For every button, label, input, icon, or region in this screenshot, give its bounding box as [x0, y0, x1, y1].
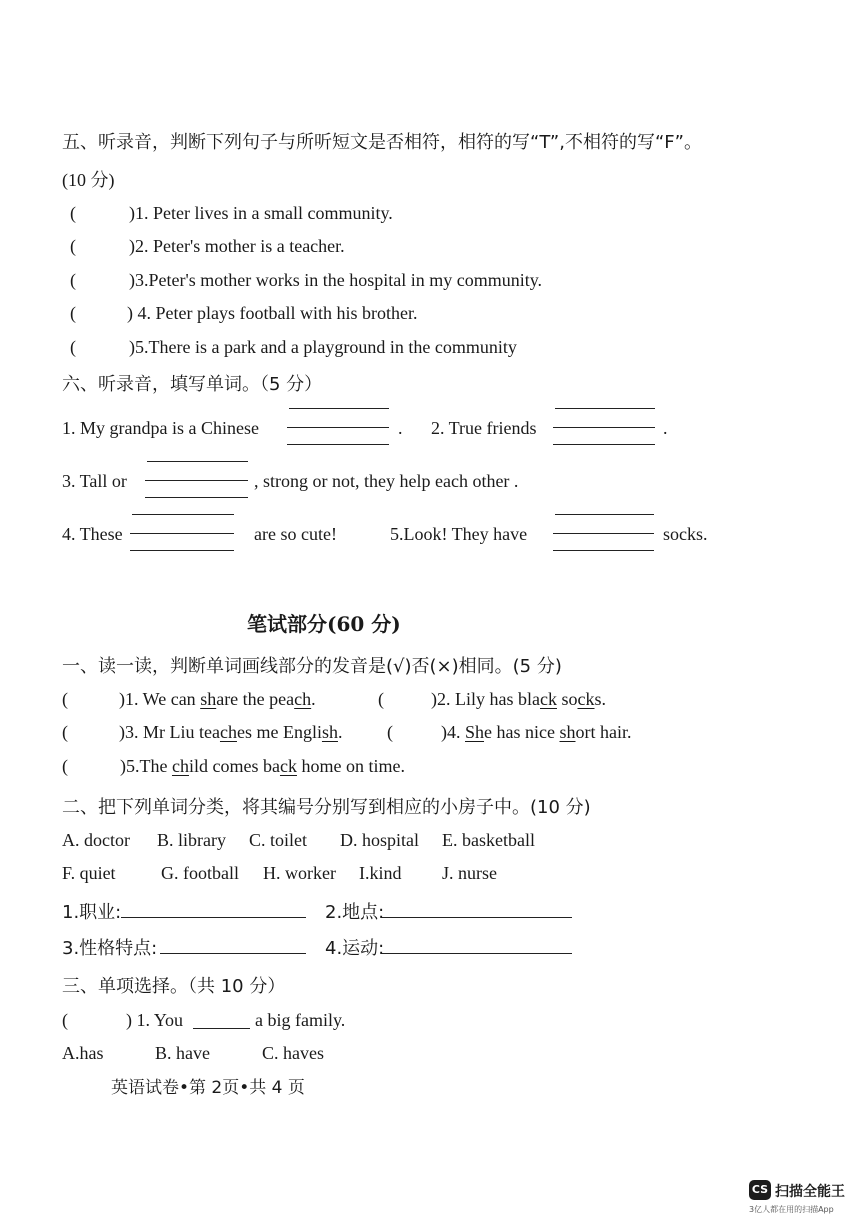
p1-q1-pre: )1. We can [119, 689, 201, 709]
p1-q2-text [431, 689, 606, 710]
p1-q2-post: s. [594, 689, 607, 709]
p1-q1-paren[interactable]: ( [62, 689, 68, 709]
s6-q5-start: 5.Look! They have [390, 524, 528, 544]
p1-q3-post: . [337, 722, 343, 742]
part3-heading: 三、单项选择。（共 10 分） [62, 976, 286, 997]
category-occupation-label: 1.职业: [62, 902, 122, 923]
p1-q4-underline-1: Sh [465, 722, 485, 742]
p3-q1-option-a: A.has [62, 1043, 104, 1063]
category-personality-label: 3.性格特点: [62, 938, 158, 959]
s6-q3-line-mid[interactable] [145, 480, 248, 481]
p3-q1-post: a big family. [255, 1010, 346, 1030]
s5-item3-text: )3.Peter's mother works in the hospital in my community. [129, 270, 543, 290]
watermark-app-name: 扫描全能王 [775, 1184, 845, 1200]
p3-q1-pre: ) 1. You [126, 1010, 184, 1030]
p1-q3-paren[interactable]: ( [62, 722, 68, 742]
p1-q4-underline-2: sh [559, 722, 576, 742]
p1-q1-mid: are the pea [216, 689, 295, 709]
section5-heading: 五、听录音，判断下列句子与所听短文是否相符，相符的写“T”,不相符的写“F”。 [62, 132, 702, 153]
p1-q5-post: home on time. [296, 756, 405, 776]
s6-q2-period: . [663, 418, 668, 438]
p1-q5-pre: )5.The [120, 756, 172, 776]
p1-q3-underline-2: sh [321, 722, 338, 742]
section6-heading: 六、听录音，填写单词。（5 分） [62, 374, 323, 395]
p3-q1-option-c: C. haves [262, 1043, 324, 1063]
category-place-answer-line[interactable] [382, 917, 572, 918]
s6-q5-end: socks. [663, 524, 708, 544]
s6-q5-line-mid[interactable] [553, 533, 654, 534]
s6-q3-line-top [147, 461, 248, 462]
word-h: H. worker [263, 863, 336, 883]
s5-item2-text: )2. Peter's mother is a teacher. [129, 236, 345, 256]
p1-q4-text [441, 722, 632, 743]
section5-score: (10 分) [62, 170, 115, 190]
s6-q3-line-bottom [145, 497, 248, 498]
s6-q4-start: 4. These [62, 524, 123, 544]
category-sports-label: 4.运动: [325, 938, 385, 959]
p1-q2-underline-1: ck [539, 689, 557, 709]
category-sports-answer-line[interactable] [382, 953, 572, 954]
p1-q1-underline-2: ch [294, 689, 312, 709]
word-c: C. toilet [249, 830, 307, 850]
p1-q1-post: . [311, 689, 316, 709]
s6-q5-line-bottom [553, 550, 654, 551]
s6-q3-end: , strong or not, they help each other . [254, 471, 519, 491]
s5-item4-text: ) 4. Peter plays football with his brother. [127, 303, 418, 323]
s5-item4-paren[interactable]: ( [70, 303, 76, 323]
word-g: G. football [161, 863, 239, 883]
p1-q2-paren[interactable]: ( [378, 689, 384, 709]
word-f: F. quiet [62, 863, 116, 883]
category-place-label: 2.地点: [325, 902, 385, 923]
p1-q3-underline-1: ch [219, 722, 237, 742]
p1-q3-mid: es me Engli [236, 722, 322, 742]
category-occupation-answer-line[interactable] [121, 917, 306, 918]
s6-q4-end: are so cute! [254, 524, 337, 544]
p1-q3-pre: )3. Mr Liu tea [119, 722, 220, 742]
part1-heading: 一、读一读，判断单词画线部分的发音是(√)否(×)相同。(5 分) [62, 656, 562, 677]
word-j: J. nurse [442, 863, 497, 883]
p3-q1-blank[interactable] [193, 1028, 250, 1029]
s5-item1-text: )1. Peter lives in a small community. [129, 203, 393, 223]
s6-q3-start: 3. Tall or [62, 471, 127, 491]
s6-q1-period: . [398, 418, 403, 438]
p1-q5-underline-1: ch [171, 756, 189, 776]
p1-q5-mid: ild comes ba [188, 756, 280, 776]
s6-q1-line-mid[interactable] [287, 427, 389, 428]
p1-q5-paren[interactable]: ( [62, 756, 68, 776]
s5-item1-paren[interactable]: ( [70, 203, 76, 223]
word-a: A. doctor [62, 830, 130, 850]
p3-q1-option-b: B. have [155, 1043, 210, 1063]
s5-item5-text: )5.There is a park and a playground in the community [129, 337, 517, 357]
p1-q4-post: ort hair. [575, 722, 632, 742]
p1-q3-text [119, 722, 342, 743]
p1-q2-mid: so [556, 689, 578, 709]
word-b: B. library [157, 830, 226, 850]
category-personality-answer-line[interactable] [160, 953, 306, 954]
s6-q4-line-top [132, 514, 234, 515]
p1-q2-underline-2: ck [577, 689, 595, 709]
p3-q1-paren[interactable]: ( [62, 1010, 68, 1030]
s6-q1-line-top [289, 408, 389, 409]
s5-item3-paren[interactable]: ( [70, 270, 76, 290]
written-section-title: 笔试部分(60 分) [247, 612, 401, 636]
word-d: D. hospital [340, 830, 419, 850]
p1-q4-pre: )4. [441, 722, 465, 742]
p1-q4-paren[interactable]: ( [387, 722, 393, 742]
part2-heading: 二、把下列单词分类，将其编号分别写到相应的小房子中。(10 分) [62, 797, 591, 818]
s6-q2-line-mid[interactable] [553, 427, 655, 428]
s5-item2-paren[interactable]: ( [70, 236, 76, 256]
page-footer: 英语试卷•第 2页•共 4 页 [111, 1078, 305, 1098]
p1-q5-text [120, 756, 405, 777]
s6-q4-line-mid[interactable] [130, 533, 234, 534]
p1-q4-mid: e has nice [484, 722, 560, 742]
s6-q2-line-bottom [553, 444, 655, 445]
s5-item5-paren[interactable]: ( [70, 337, 76, 357]
s6-q2-line-top [555, 408, 655, 409]
s6-q1-text: 1. My grandpa is a Chinese [62, 418, 259, 438]
p1-q1-text [119, 689, 316, 710]
camscanner-logo-icon: CS [749, 1180, 771, 1200]
s6-q5-line-top [555, 514, 654, 515]
word-e: E. basketball [442, 830, 535, 850]
p1-q2-pre: )2. Lily has bla [431, 689, 540, 709]
s6-q2-text: 2. True friends [431, 418, 537, 438]
word-i: I.kind [359, 863, 402, 883]
p1-q1-underline-1: sh [200, 689, 217, 709]
p1-q5-underline-2: ck [279, 756, 297, 776]
watermark-tagline: 3亿人都在用的扫描App [749, 1205, 834, 1214]
s6-q1-line-bottom [287, 444, 389, 445]
s6-q4-line-bottom [130, 550, 234, 551]
